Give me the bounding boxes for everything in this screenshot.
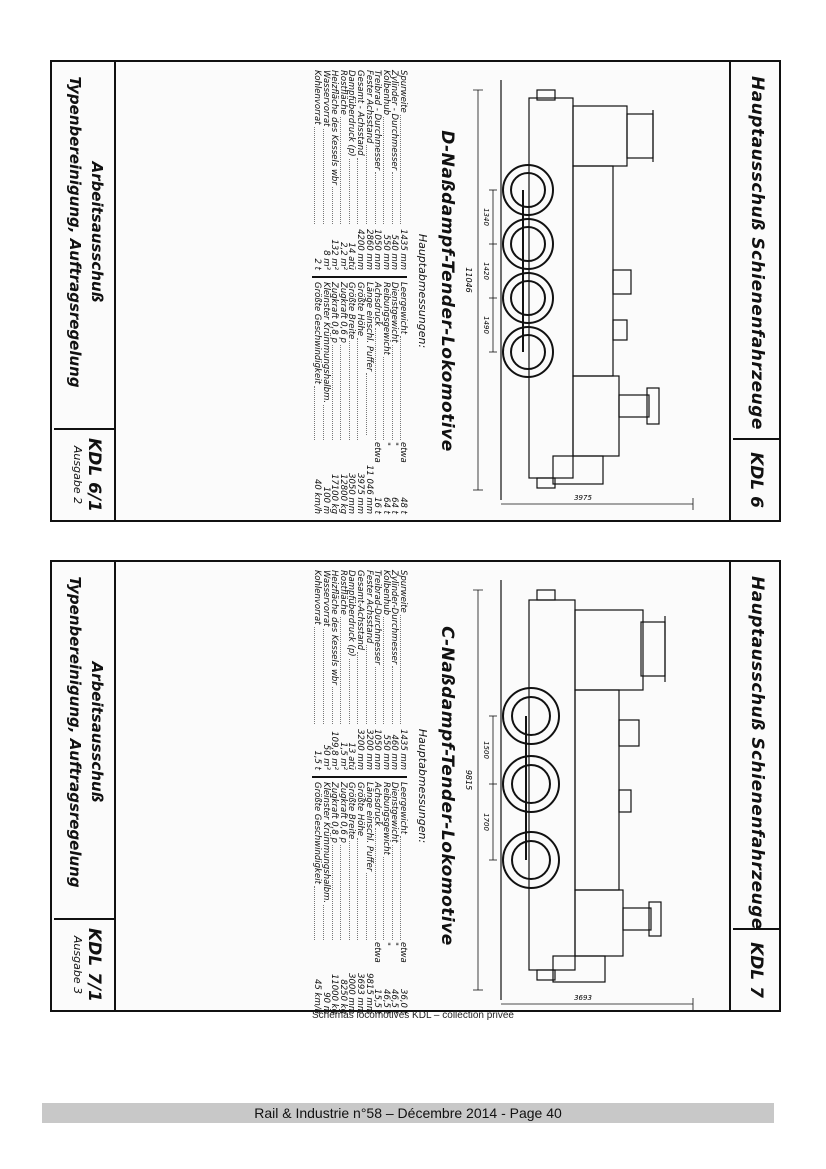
spec-row: Länge einschl. Puffer 11 046 mm — [363, 282, 374, 514]
spec-row: Wasservorrat 8 m³ — [320, 70, 331, 270]
specs-left-column — [312, 70, 407, 274]
spec-row: Rostfläche 2,2 m² — [337, 70, 348, 270]
spec-row: Zylinder - Durchmesser 540 mm — [389, 70, 400, 270]
footer-code: KDL 7/1 — [84, 928, 104, 1002]
spec-row: Kleinster Krümmungshalbm. 90 m — [320, 782, 331, 1014]
dim-axle-b: 1420 — [482, 262, 490, 280]
spec-row: Reibungsgewicht " 64 t — [380, 282, 391, 514]
dim-total-length: 11046 — [464, 267, 473, 293]
spec-row: Zugkraft 0,8 p 17100 kg — [329, 282, 340, 514]
dimensions-subtitle: Hauptabmessungen: — [416, 233, 429, 349]
spec-row: Dienstgewicht " 46,5 t — [389, 782, 400, 1014]
spec-row: Gesamt - Achsstand 4200 mm — [355, 70, 366, 270]
dim-height: 3975 — [574, 494, 592, 502]
specs-right-column — [312, 276, 407, 514]
spec-row: Größte Höhe 3975 mm — [355, 282, 366, 514]
footer-committee-subtitle: Typenbereinigung, Auftragsregelung — [66, 576, 84, 888]
spec-row: Kleinster Krümmungshalbm. 100 m — [320, 282, 331, 514]
spec-row: Treibrad-Durchmesser 1050 mm — [372, 570, 383, 770]
rotated-content — [52, 562, 779, 1014]
datasheet-kdl-7 — [50, 560, 781, 1012]
spec-row: Größte Breite 3050 mm — [346, 282, 357, 514]
specs-left-column — [312, 570, 407, 774]
dimensions-subtitle: Hauptabmessungen: — [416, 728, 429, 844]
locomotive-title: C-Naßdampf-Tender-Lokomotive — [437, 626, 457, 946]
spec-row: Kolbenhub 550 mm — [380, 570, 391, 770]
sheet-footer — [52, 62, 116, 520]
dim-axle-b: 1700 — [482, 813, 490, 831]
spec-row: Wasservorrat 50 m³ — [320, 570, 331, 770]
locomotive-drawing — [463, 570, 723, 1010]
spec-row: Heizfläche des Kessels wbr 132 m² — [329, 70, 340, 270]
spec-row: Achsdruck etwa 16 t — [372, 282, 383, 514]
spec-row: Reibungsgewicht " 46,5 t — [380, 782, 391, 1014]
footer-edition: Ausgabe 3 — [71, 935, 84, 995]
dim-total-length: 9815 — [464, 769, 473, 791]
header-code: KDL 7 — [733, 928, 779, 1010]
rotated-content — [52, 62, 779, 520]
spec-row: Länge einschl. Puffer 9815 mm — [363, 782, 374, 1014]
dim-height: 3693 — [574, 994, 592, 1002]
spec-row: Größte Geschwindigkeit 40 km/h — [312, 282, 323, 514]
spec-row: Dienstgewicht " 64 t — [389, 282, 400, 514]
page-footer-text: Rail & Industrie n°58 – Décembre 2014 - Page 40 — [254, 1105, 562, 1121]
spec-row: Zylinder-Durchmesser 460 mm — [389, 570, 400, 770]
spec-row: Heizfläche des Kessels wbr 109,8 m² — [329, 570, 340, 770]
spec-row: Achsdruck etwa 15,5 t — [372, 782, 383, 1014]
specs-right-column — [312, 776, 407, 1014]
spec-row: Zugkraft 0,8 p 11000 kg — [329, 782, 340, 1014]
spec-row: Leergewicht etwa 36,0 t — [398, 782, 408, 1014]
spec-row: Zugkraft 0,6 p 12800 kg — [337, 282, 348, 514]
spec-row: Größte Geschwindigkeit 45 km/h — [312, 782, 323, 1014]
spec-row: Dampfüberdruck (p) 14 atü — [346, 70, 357, 270]
spec-row: Kohlenvorrat 2 t — [312, 70, 323, 270]
footer-code-box — [54, 918, 114, 1010]
spec-row: Dampfüberdruck (p) 13 atü — [346, 570, 357, 770]
spec-row: Fester Achsstand 2860 mm — [363, 70, 374, 270]
datasheet-kdl-6 — [50, 60, 781, 522]
footer-committee: Arbeitsausschuß — [88, 661, 106, 803]
locomotive-drawing — [463, 70, 723, 510]
page-footer-band — [42, 1103, 774, 1123]
spec-row: Spurweite 1435 mm — [398, 70, 408, 270]
header-code: KDL 6 — [733, 438, 779, 520]
spec-row: Treibrad - Durchmesser 1050 mm — [372, 70, 383, 270]
spec-row: Fester Achsstand 3200 mm — [363, 570, 374, 770]
sheet-footer — [52, 562, 116, 1010]
dim-axle-c: 1490 — [482, 316, 490, 334]
dim-axle-a: 1340 — [482, 208, 490, 226]
dim-axle-a: 1500 — [482, 741, 490, 759]
spec-row: Rostfläche 1,5 m² — [337, 570, 348, 770]
spec-row: Kohlenvorrat 1,5 t — [312, 570, 323, 770]
footer-committee: Arbeitsausschuß — [88, 161, 106, 303]
image-caption: Schémas locomotives KDL – collection privée — [312, 1010, 514, 1021]
spec-row: Leergewicht etwa 48 t — [398, 282, 408, 514]
spec-row: Größte Höhe 3693 mm — [355, 782, 366, 1014]
header-title: Hauptausschuß Schienenfahrzeuge — [747, 576, 767, 930]
spec-row: Kolbenhub 550 mm — [380, 70, 391, 270]
footer-edition: Ausgabe 2 — [71, 445, 84, 505]
specifications — [122, 562, 408, 1014]
sheet-header — [729, 62, 779, 520]
spec-row: Größte Breite 3000 mm — [346, 782, 357, 1014]
footer-code: KDL 6/1 — [84, 438, 104, 512]
spec-row: Spurweite 1435 mm — [398, 570, 408, 770]
spec-row: Gesamt-Achsstand 3200 mm — [355, 570, 366, 770]
footer-committee-subtitle: Typenbereinigung, Auftragsregelung — [66, 76, 84, 388]
sheet-header — [729, 562, 779, 1010]
spec-row: Zugkraft 0,6 p 8250 kg — [337, 782, 348, 1014]
locomotive-title: D-Naßdampf-Tender-Lokomotive — [437, 130, 457, 452]
specifications — [122, 62, 407, 520]
footer-code-box — [54, 428, 114, 520]
header-title: Hauptausschuß Schienenfahrzeuge — [747, 76, 767, 430]
